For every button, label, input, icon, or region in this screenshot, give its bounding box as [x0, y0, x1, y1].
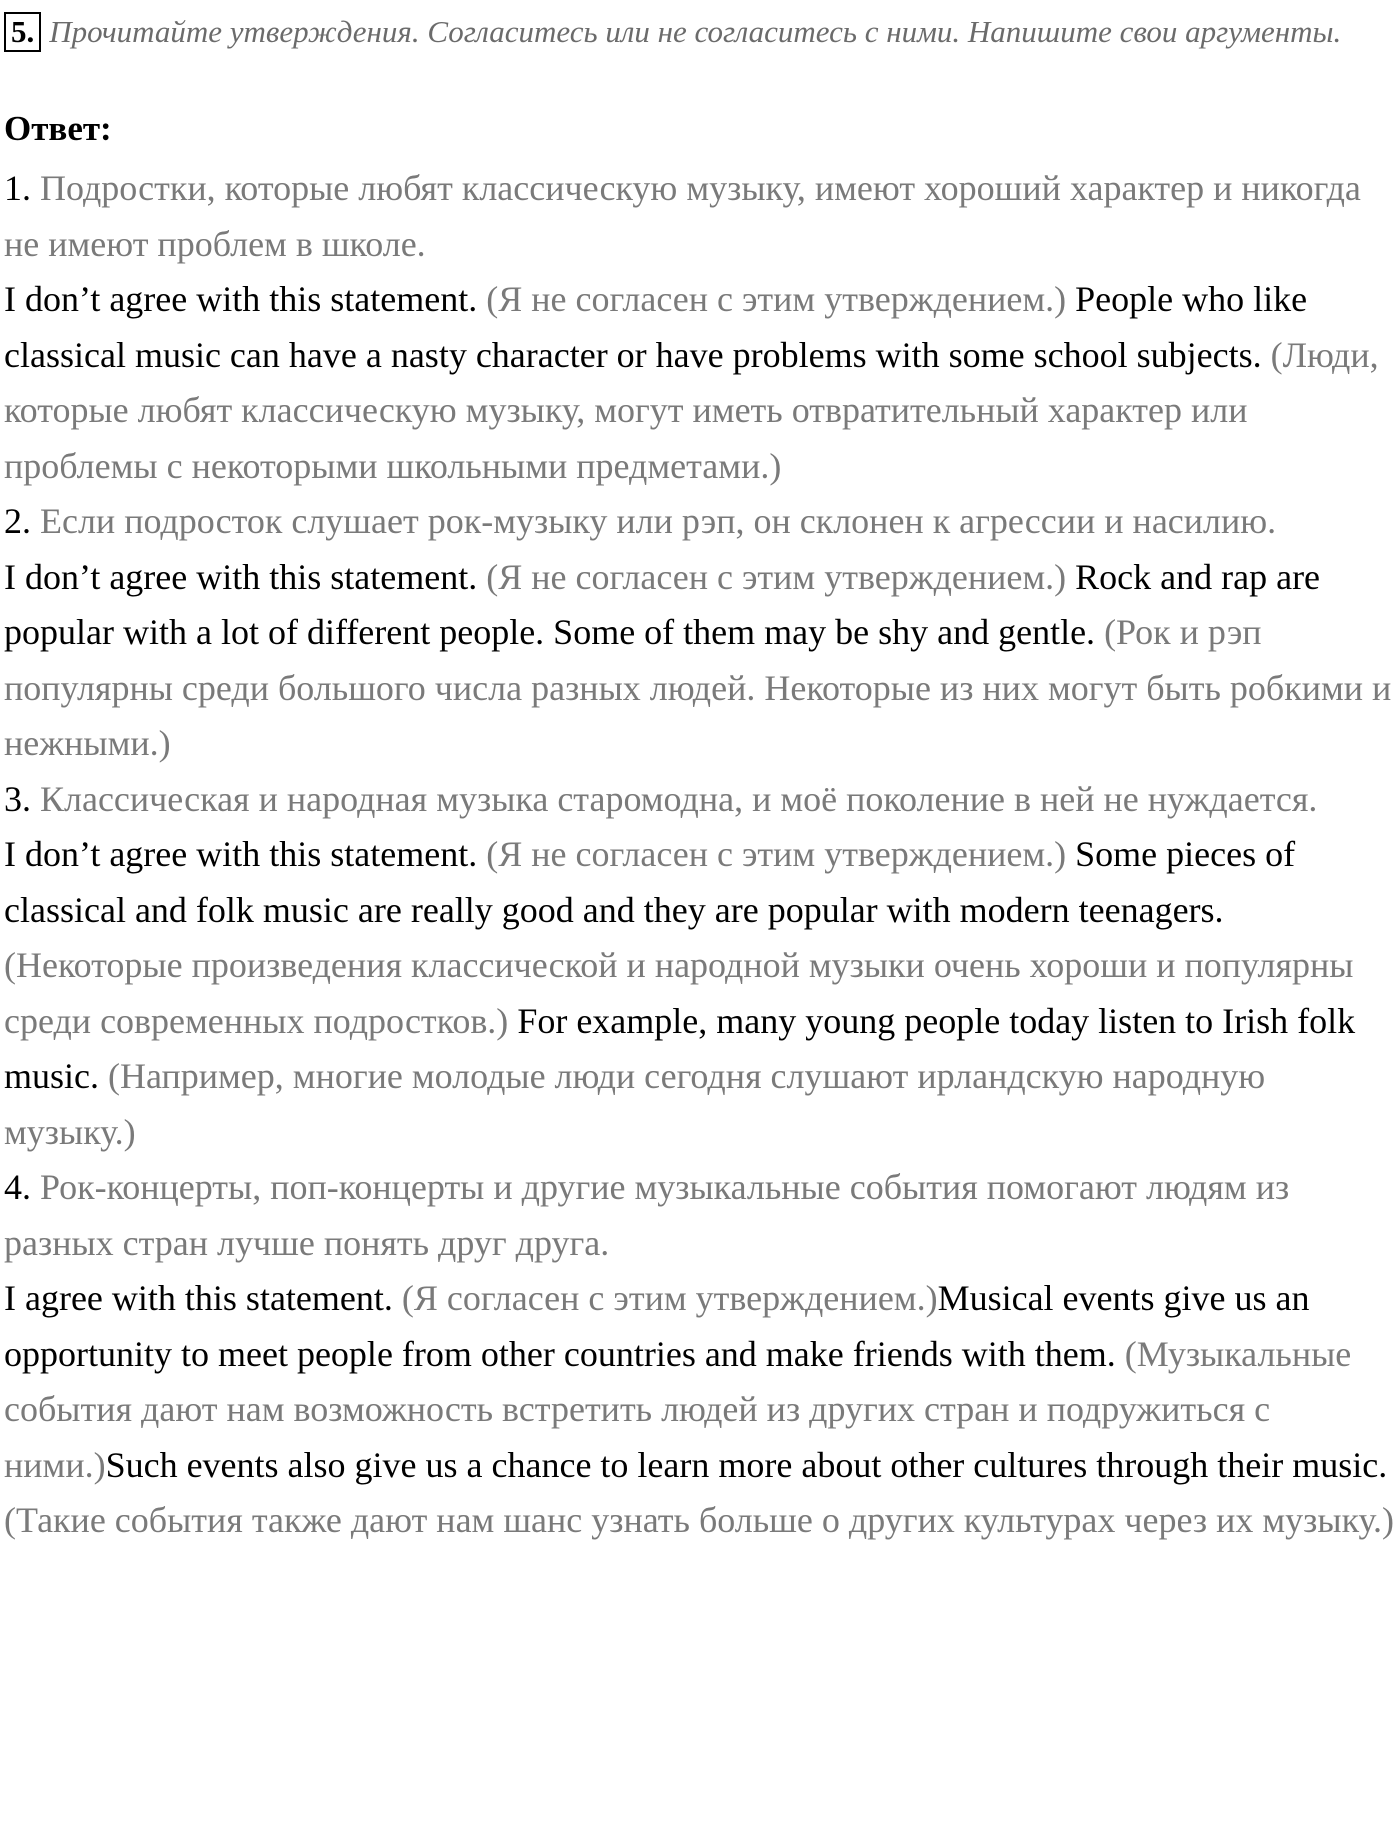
translation-text: (Музыкальные события дают нам возможность встретить людей из других стран и подружиться с ними.)	[4, 1333, 1352, 1485]
item-number: 1.	[4, 168, 31, 208]
response-1	[4, 272, 1396, 494]
translation-text: (Рок и рэп популярны среди большого числа разных людей. Некоторые из них могут быть робкими и нежными.)	[4, 612, 1392, 763]
translation-text: (Я не согласен с этим утверждением.)	[486, 556, 1067, 597]
response-4	[4, 1271, 1396, 1549]
answer-label: Ответ:	[4, 109, 112, 148]
statement-text: Рок-концерты, поп-концерты и другие музыкальные события помогают людям из разных стран лучше понять друг друга.	[4, 1167, 1290, 1263]
page	[4, 8, 1396, 1549]
translation-text: (Некоторые произведения классической и народной музыки очень хороши и популярны среди современных подростков.)	[4, 945, 1354, 1041]
translation-text: (Я не согласен с этим утверждением.)	[486, 834, 1067, 874]
item-number: 4.	[4, 1167, 31, 1207]
english-text: Rock and rap are popular with a lot of different people. Some of them may be shy and gentle.	[4, 556, 1321, 652]
response-2	[4, 550, 1396, 772]
task-number: 5.	[4, 12, 41, 52]
task-instruction: Прочитайте утверждения. Согласитесь или не согласитесь с ними. Напишите свои аргументы.	[49, 14, 1342, 49]
english-text: I don’t agree with this statement.	[4, 556, 478, 597]
statement-text: Классическая и народная музыка старомодна, и моё поколение в ней не нуждается.	[40, 778, 1318, 819]
translation-text: (Я согласен с этим утверждением.)	[401, 1278, 938, 1318]
english-text: For example, many young people today listen to Irish folk music.	[4, 1000, 1356, 1096]
statement-3	[4, 772, 1396, 828]
english-text: I agree with this statement.	[4, 1278, 393, 1318]
english-text: People who like classical music can have a nasty character or have problems with some school subjects.	[4, 279, 1308, 375]
statement-1	[4, 161, 1396, 272]
item-number: 2.	[4, 501, 31, 541]
english-text: I don’t agree with this statement.	[4, 279, 478, 319]
english-text: Such events also give us a chance to learn more about other cultures through their music.	[105, 1444, 1388, 1485]
statement-4	[4, 1160, 1396, 1271]
statement-text: Если подросток слушает рок-музыку или рэп, он склонен к агрессии и насилию.	[40, 501, 1277, 541]
statement-2	[4, 494, 1396, 550]
statement-text: Подростки, которые любят классическую музыку, имеют хороший характер и никогда не имеют проблем в школе.	[4, 168, 1361, 264]
translation-text: (Я не согласен с этим утверждением.)	[486, 279, 1067, 319]
english-text: I don’t agree with this statement.	[4, 834, 478, 874]
item-number: 3.	[4, 778, 31, 819]
english-text: Some pieces of classical and folk music are really good and they are popular with modern teenagers.	[4, 834, 1296, 930]
english-text: Musical events give us an opportunity to meet people from other countries and make friends with them.	[4, 1278, 1310, 1374]
translation-text: (Люди, которые любят классическую музыку, могут иметь отвратительный характер или проблемы с некоторыми школьными предметами.)	[4, 334, 1379, 486]
response-3	[4, 827, 1396, 1160]
translation-text: (Например, многие молодые люди сегодня слушают ирландскую народную музыку.)	[4, 1056, 1266, 1152]
task-header	[4, 8, 1396, 55]
answer-body	[4, 161, 1396, 1549]
translation-text: (Такие события также дают нам шанс узнать больше о других культурах через их музыку.)	[4, 1500, 1394, 1540]
